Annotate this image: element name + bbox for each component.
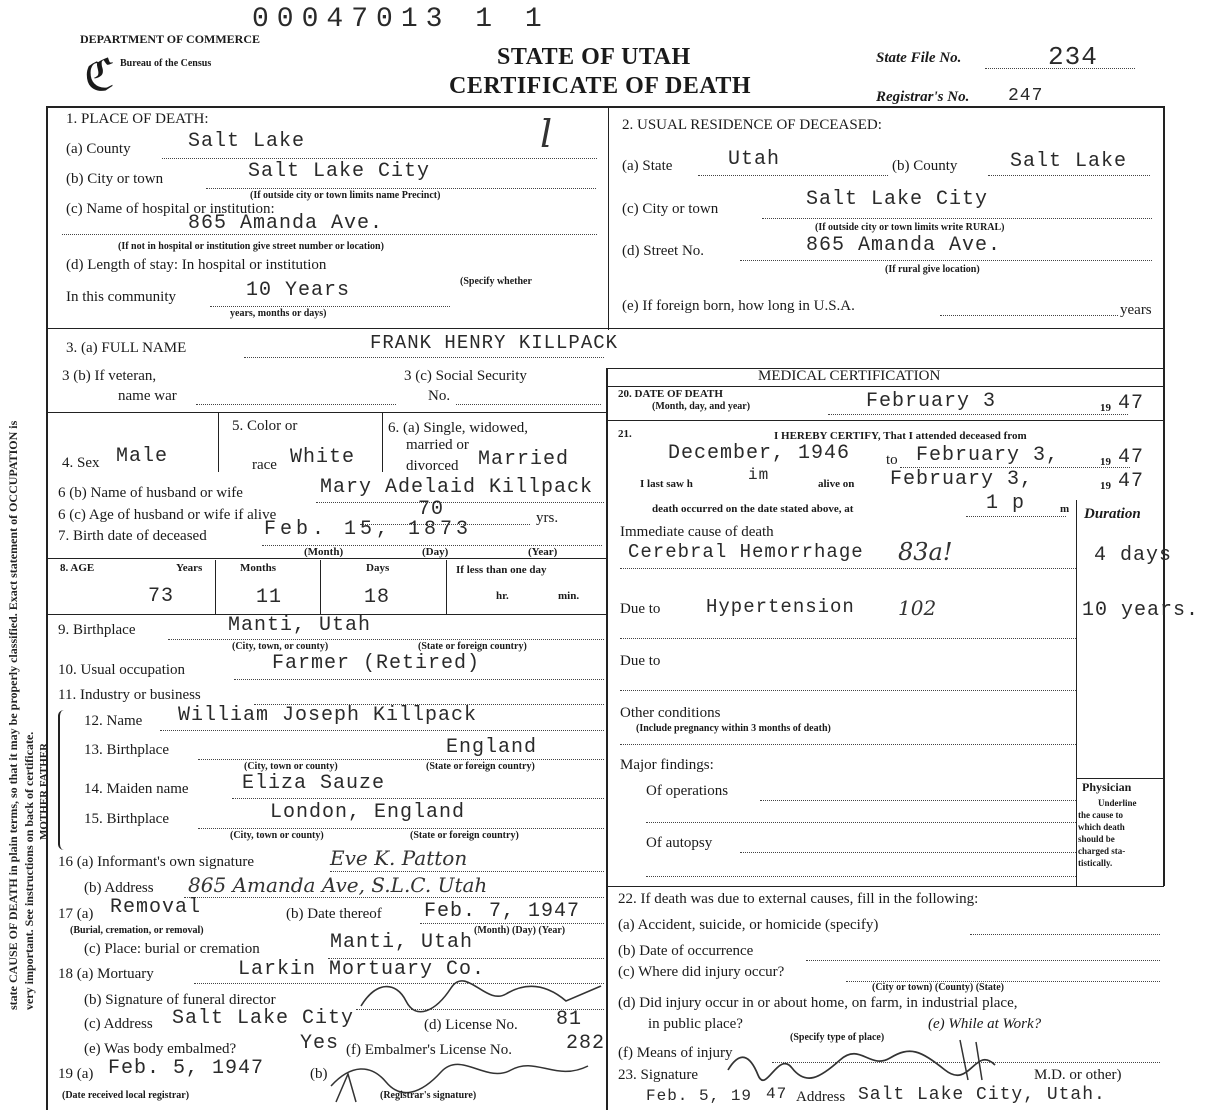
birthplace-label: 9. Birthplace	[58, 622, 136, 638]
residence-foreign-label: (e) If foreign born, how long in U.S.A.	[622, 298, 855, 314]
death-time: 1 p	[986, 492, 1026, 515]
filing-label: 19 (a)	[58, 1066, 94, 1082]
due1-cause: Hypertension	[706, 596, 855, 618]
registrar-signature-note: (Registrar's signature)	[380, 1090, 477, 1101]
embalmer-license-label: (f) Embalmer's License No.	[346, 1042, 512, 1058]
occupation-label: 10. Usual occupation	[58, 662, 186, 678]
spouse: Mary Adelaid Killpack	[320, 476, 594, 499]
residence-city-note: (If outside city or town limits write RURAL)	[815, 222, 1005, 233]
residence-state: Utah	[728, 148, 781, 171]
filing-date: Feb. 5, 1947	[108, 1057, 265, 1080]
attended-from: December, 1946	[668, 442, 851, 465]
burial-place-label: (c) Place: burial or cremation	[84, 941, 260, 957]
father-note-1: (City, town or county)	[244, 761, 338, 772]
yrs-label: yrs.	[536, 510, 559, 526]
external-c: (c) Where did injury occur?	[618, 964, 785, 980]
immediate-code: 83a!	[898, 538, 953, 566]
external-d-note: (Specify type of place)	[790, 1032, 885, 1043]
physician-text-0: Underline	[1098, 798, 1137, 808]
place-county-label: (a) County	[66, 141, 131, 157]
signature-md: M.D. or other)	[1034, 1067, 1122, 1083]
external-f: (f) Means of injury	[618, 1045, 733, 1061]
age-months-label: Months	[240, 562, 277, 574]
mother-maiden: Eliza Sauze	[242, 772, 386, 795]
external-a: (a) Accident, suicide, or homicide (specify)	[618, 917, 879, 933]
mother-father-label: MOTHER FATHER	[38, 742, 50, 840]
marital-label-2: married or	[406, 437, 469, 453]
mother-birth-label: 15. Birthplace	[84, 811, 169, 827]
immediate-label: Immediate cause of death	[620, 524, 774, 540]
serial-number: 00047013 1 1	[252, 4, 550, 35]
birth-year-note: (Year)	[528, 546, 558, 558]
mortuary: Larkin Mortuary Co.	[238, 958, 486, 981]
spouse-label: 6 (b) Name of husband or wife	[58, 485, 243, 501]
age-years-label: Years	[176, 562, 203, 574]
mortuary-address-label: (c) Address	[84, 1016, 153, 1032]
marital-label-1: 6. (a) Single, widowed,	[388, 420, 528, 436]
place-county-mark: l	[540, 112, 553, 156]
medical-heading: MEDICAL CERTIFICATION	[758, 368, 941, 384]
external-c-note: (City or town) (County) (State)	[872, 982, 1005, 993]
father-birth: England	[446, 736, 538, 759]
embalmer-license: 282	[566, 1032, 606, 1055]
external-d1: (d) Did injury occur in or about home, on farm, in industrial place,	[618, 995, 1018, 1011]
race: White	[290, 446, 356, 469]
date-of-death: February 3	[866, 390, 997, 413]
physician-text-5: tistically.	[1078, 858, 1113, 868]
place-hospital-note: (If not in hospital or institution give street number or location)	[118, 241, 384, 252]
place-city-note: (If outside city or town limits name Precinct)	[250, 190, 441, 201]
birth-label: 7. Birth date of deceased	[58, 528, 207, 544]
burial-method: Removal	[110, 896, 202, 919]
age-years: 73	[148, 585, 175, 608]
race-label: race	[252, 457, 277, 473]
father-name-label: 12. Name	[84, 713, 143, 729]
burial-date: Feb. 7, 1947	[424, 900, 581, 923]
sex-label: 4. Sex	[62, 455, 100, 471]
burial-date-note: (Month) (Day) (Year)	[474, 925, 566, 936]
age-less-label: If less than one day	[456, 564, 547, 576]
residence-years: years	[1120, 302, 1152, 318]
mother-note-1: (City, town or county)	[230, 830, 324, 841]
birth-month-note: (Month)	[304, 546, 344, 558]
operations-label: Of operations	[646, 783, 729, 799]
residence-county: Salt Lake	[1010, 150, 1128, 173]
place-city-label: (b) City or town	[66, 171, 164, 187]
external-b: (b) Date of occurrence	[618, 943, 754, 959]
physician-signature	[720, 1030, 1000, 1090]
side-instructions-2: very important. See instructions on back of certificate.	[22, 731, 36, 1010]
birth-day-note: (Day)	[422, 546, 449, 558]
residence-state-label: (a) State	[622, 158, 673, 174]
burial-place: Manti, Utah	[330, 931, 474, 954]
license-no: 81	[556, 1008, 583, 1031]
side-instructions: state CAUSE OF DEATH in plain terms, so that it may be properly classified. Exact statement of OCCUPATION is	[6, 420, 20, 1010]
autopsy-label: Of autopsy	[646, 835, 713, 851]
other-label: Other conditions	[620, 705, 721, 721]
birthplace-note-1: (City, town, or county)	[232, 641, 329, 652]
age-days: 18	[364, 586, 391, 609]
state-file-label: State File No.	[876, 50, 962, 66]
duration-label: Duration	[1084, 506, 1141, 522]
alive-label: alive on	[818, 478, 855, 490]
industry-label: 11. Industry or business	[58, 687, 201, 703]
parents-bracket	[58, 710, 68, 850]
marital-label-3: divorced	[406, 458, 459, 474]
major-label: Major findings:	[620, 757, 714, 773]
due2-label: Due to	[620, 653, 661, 669]
place-community-note: years, months or days)	[230, 308, 327, 319]
state-file-number: 234	[1048, 42, 1098, 72]
attended-to: February 3,	[916, 444, 1060, 467]
mother-maiden-label: 14. Maiden name	[84, 781, 189, 797]
to-year: 47	[1118, 446, 1145, 469]
due1-duration: 10 years.	[1082, 599, 1200, 622]
census-seal: ℭ	[84, 50, 115, 101]
immediate-duration: 4 days	[1094, 544, 1173, 567]
spouse-age: 70	[418, 498, 445, 521]
physician-text-1: the cause to	[1078, 810, 1123, 820]
embalmed-label: (e) Was body embalmed?	[84, 1041, 237, 1057]
certify-text: I HEREBY CERTIFY, That I attended deceased from	[774, 430, 1027, 442]
place-community-label: In this community	[66, 289, 176, 305]
external-e: (e) While at Work?	[928, 1016, 1042, 1032]
mother-birth: London, England	[270, 801, 466, 824]
place-stay-label: (d) Length of stay: In hospital or institution	[66, 257, 327, 273]
residence-street-note: (If rural give location)	[885, 264, 980, 275]
bureau-label: Bureau of the Census	[120, 58, 212, 69]
dod-note: (Month, day, and year)	[652, 401, 751, 412]
age-min: min.	[558, 590, 580, 602]
immediate-cause: Cerebral Hemorrhage	[628, 541, 864, 563]
alive-year: 47	[1118, 470, 1145, 493]
ss-label: 3 (c) Social Security	[404, 368, 527, 384]
mortuary-label: 18 (a) Mortuary	[58, 966, 154, 982]
place-hospital-label: (c) Name of hospital or institution:	[66, 201, 275, 217]
dod-label: 20. DATE OF DEATH	[618, 388, 723, 400]
director-label: (b) Signature of funeral director	[84, 992, 276, 1008]
signature-address: Salt Lake City, Utah.	[858, 1085, 1106, 1105]
filing-date-note: (Date received local registrar)	[62, 1090, 190, 1101]
informant-address: 865 Amanda Ave, S.L.C. Utah	[188, 873, 488, 897]
time-m: m	[1060, 503, 1070, 515]
informant-signature: Eve K. Patton	[330, 846, 468, 870]
physician-text-3: should be	[1078, 834, 1115, 844]
title-state: STATE OF UTAH	[497, 44, 691, 70]
physician-text-4: charged sta-	[1078, 846, 1126, 856]
place-heading: 1. PLACE OF DEATH:	[66, 111, 209, 127]
residence-street: 865 Amanda Ave.	[806, 234, 1002, 257]
department-label: DEPARTMENT OF COMMERCE	[80, 32, 261, 46]
license-label: (d) License No.	[424, 1017, 518, 1033]
place-hospital: 865 Amanda Ave.	[188, 212, 384, 235]
last-saw-label: I last saw h	[640, 478, 693, 490]
other-note: (Include pregnancy within 3 months of death)	[636, 723, 831, 734]
age-months: 11	[256, 586, 283, 609]
dod-year-prefix: 19	[1100, 402, 1111, 414]
mother-note-2: (State or foreign country)	[410, 830, 519, 841]
veteran-label: 3 (b) If veteran,	[62, 368, 157, 384]
father-name: William Joseph Killpack	[178, 704, 478, 727]
birthplace: Manti, Utah	[228, 614, 372, 637]
to-year-prefix: 19	[1100, 456, 1111, 468]
residence-heading: 2. USUAL RESIDENCE OF DECEASED:	[622, 117, 882, 133]
to-label: to	[886, 452, 898, 468]
due1-label: Due to	[620, 601, 661, 617]
signature-label: 23. Signature	[618, 1067, 698, 1083]
age-label: 8. AGE	[60, 562, 95, 574]
due1-code: 102	[898, 596, 937, 620]
burial-note: (Burial, cremation, or removal)	[70, 925, 204, 936]
residence-city-label: (c) City or town	[622, 201, 719, 217]
father-birth-label: 13. Birthplace	[84, 742, 169, 758]
father-note-2: (State or foreign country)	[426, 761, 535, 772]
registrar-label: Registrar's No.	[876, 89, 970, 105]
dod-year: 47	[1118, 392, 1145, 415]
signature-year: 47	[766, 1085, 788, 1103]
marital: Married	[478, 448, 570, 471]
residence-street-label: (d) Street No.	[622, 243, 705, 259]
sex: Male	[116, 445, 169, 468]
last-saw: im	[748, 466, 770, 484]
informant-sig-label: 16 (a) Informant's own signature	[58, 854, 254, 870]
burial-label: 17 (a)	[58, 906, 94, 922]
physician-text-2: which death	[1078, 822, 1125, 832]
war-label: name war	[118, 388, 177, 404]
color-label: 5. Color or	[232, 418, 298, 434]
birthplace-note-2: (State or foreign country)	[418, 641, 527, 652]
full-name: FRANK HENRY KILLPACK	[370, 332, 619, 354]
alive-year-prefix: 19	[1100, 480, 1111, 492]
title-certificate: CERTIFICATE OF DEATH	[449, 73, 752, 99]
external-d2: in public place?	[648, 1016, 743, 1032]
age-days-label: Days	[366, 562, 390, 574]
mortuary-address: Salt Lake City	[172, 1007, 355, 1030]
external-heading: 22. If death was due to external causes, fill in the following:	[618, 891, 979, 907]
residence-city: Salt Lake City	[806, 188, 989, 211]
place-city: Salt Lake City	[248, 160, 431, 183]
spouse-age-label: 6 (c) Age of husband or wife if alive	[58, 507, 277, 523]
certify-num: 21.	[618, 428, 632, 440]
physician-title: Physician	[1082, 780, 1132, 794]
residence-county-label: (b) County	[892, 158, 958, 174]
occupation: Farmer (Retired)	[272, 652, 481, 675]
signature-address-label: Address	[796, 1089, 846, 1105]
name-label: 3. (a) FULL NAME	[66, 340, 187, 356]
age-hr: hr.	[496, 590, 509, 602]
alive-date: February 3,	[890, 468, 1034, 491]
registrar-number: 247	[1008, 86, 1044, 106]
birth-date: Feb. 15, 1873	[264, 518, 473, 541]
place-county: Salt Lake	[188, 130, 306, 153]
place-specify: (Specify whether	[460, 276, 532, 287]
embalmed: Yes	[300, 1032, 340, 1055]
signature-date: Feb. 5, 19	[646, 1087, 753, 1105]
occurred-label: death occurred on the date stated above, at	[652, 503, 854, 515]
burial-date-label: (b) Date thereof	[286, 906, 382, 922]
filing-b: (b)	[310, 1066, 328, 1082]
ss-no: No.	[428, 388, 451, 404]
place-community: 10 Years	[246, 279, 351, 302]
informant-addr-label: (b) Address	[84, 880, 154, 896]
